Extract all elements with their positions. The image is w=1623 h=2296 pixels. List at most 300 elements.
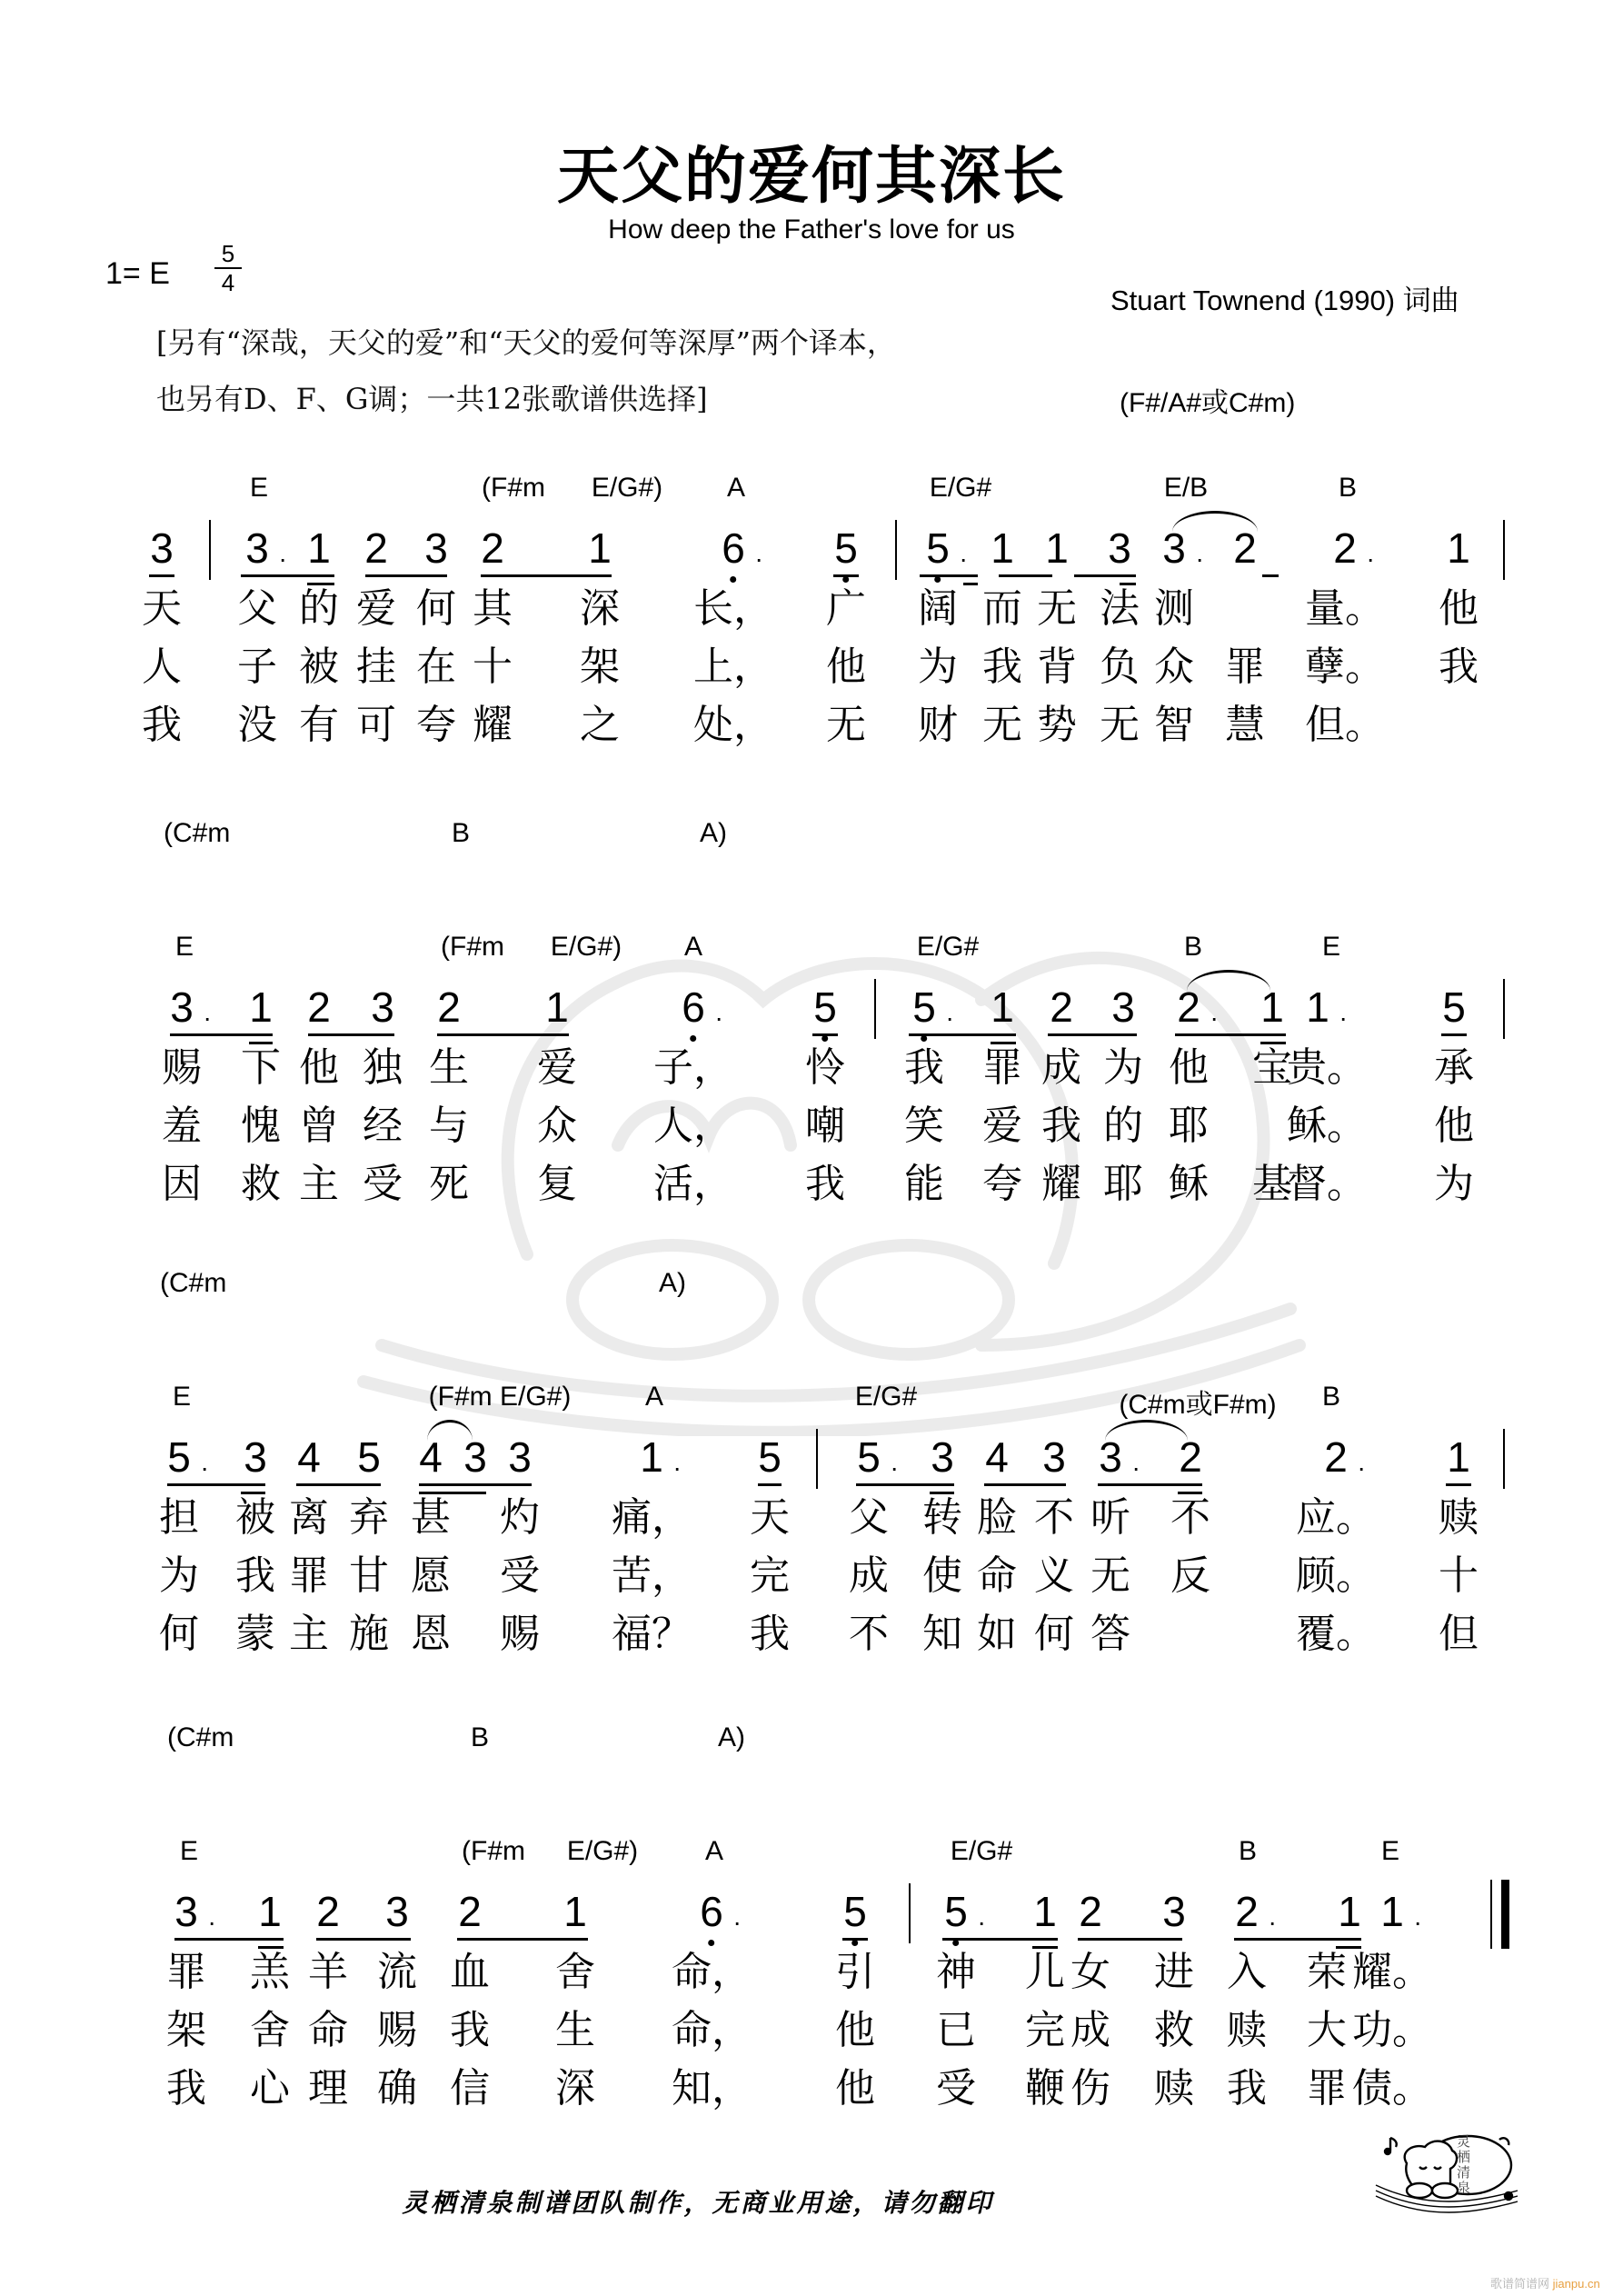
jianpu-note (1042, 1433, 1066, 1481)
chord-label: E (179, 1836, 199, 1866)
lyric-verse-2: 已 (936, 2007, 976, 2053)
lyric-verse-1: 羔 (250, 1949, 290, 1995)
note-digit: 5 (944, 1888, 968, 1935)
lyric-verse-1: 他 (1439, 585, 1479, 632)
jianpu-note (1108, 524, 1131, 572)
jianpu-note (245, 524, 287, 573)
lyric-verse-3: 深 (555, 2065, 595, 2111)
underline-beam (437, 1033, 569, 1036)
underline-beam (758, 1483, 782, 1486)
underline-beam (812, 1033, 838, 1036)
jianpu-note (244, 1433, 267, 1481)
jianpu-note (1306, 983, 1348, 1032)
chord-label: A (726, 473, 746, 503)
lyric-verse-2: 经 (363, 1103, 403, 1149)
underline-beam (942, 1938, 1058, 1941)
jianpu-note (385, 1888, 409, 1935)
jianpu-note (834, 524, 858, 572)
lyric-verse-2: 顾。 (1296, 1552, 1376, 1599)
note-digit: 2 (1050, 983, 1073, 1031)
note-digit: 2 (1179, 1433, 1202, 1481)
lyric-verse-1: 舍 (555, 1949, 595, 1995)
lyric-verse-3: 罪 (1307, 2065, 1347, 2111)
lyric-verse-3: 之 (580, 702, 620, 748)
lower-octave-dot (851, 1940, 858, 1946)
note-digit: 2 (316, 1888, 340, 1935)
jianpu-note (857, 1433, 899, 1482)
augmentation-dot: · (207, 1908, 216, 1936)
augmentation-dot: · (1268, 1908, 1277, 1936)
lyric-verse-1: 成 (1041, 1044, 1081, 1091)
underline-beam (1078, 1938, 1182, 1941)
lyric-verse-2: 架 (580, 644, 620, 690)
lyric-verse-3: 我 (805, 1161, 845, 1207)
tie-arc (427, 1420, 473, 1441)
lyric-verse-3: 恩 (411, 1611, 451, 1657)
underline-beam (909, 1033, 1016, 1036)
jianpu-note (1338, 1888, 1361, 1935)
alternate-chord-label: (C#m (167, 1722, 234, 1752)
lyric-verse-3: 他 (835, 2065, 875, 2111)
lyric-verse-3: 耶 (1103, 1161, 1143, 1207)
lyric-verse-3: 答 (1090, 1611, 1130, 1657)
lyric-verse-1: 担 (159, 1494, 199, 1541)
augmentation-dot: · (1339, 1003, 1348, 1032)
lyric-verse-2: 稣。 (1287, 1103, 1367, 1149)
lyric-verse-3: 财 (918, 702, 958, 748)
lyric-verse-3: 我 (166, 2065, 206, 2111)
lyric-verse-2: 挂 (356, 644, 396, 690)
final-barline-thick (1501, 1880, 1509, 1949)
jianpu-note (357, 1433, 381, 1481)
lyric-verse-1: 命， (672, 1949, 752, 1995)
jianpu-note (1380, 1888, 1422, 1936)
note-digit: 3 (424, 524, 448, 572)
note-digit: 2 (1177, 983, 1200, 1031)
note-digit: 4 (985, 1433, 1009, 1481)
lyric-verse-1: 为 (1103, 1044, 1143, 1091)
chord-label: B (1183, 932, 1203, 962)
underline-beam (170, 1033, 273, 1036)
lyric-verse-2: 嘲 (805, 1103, 845, 1149)
note-digit: 3 (931, 1433, 954, 1481)
barline (909, 1883, 911, 1943)
alternate-chord-label: B (471, 1722, 490, 1752)
chord-label: E (1380, 1836, 1400, 1866)
lyric-verse-3: 智 (1154, 702, 1194, 748)
jianpu-note (1050, 983, 1073, 1031)
jianpu-note (758, 1433, 782, 1481)
chord-label: B (1238, 1836, 1258, 1866)
chord-label: E (174, 932, 194, 962)
lyric-verse-3: 无 (982, 702, 1022, 748)
lyric-verse-2: 我 (1439, 644, 1479, 690)
lyric-verse-2: 完 (1025, 2007, 1065, 2053)
barline (209, 520, 211, 580)
note-digit: 2 (458, 1888, 482, 1935)
chord-label: A (683, 932, 703, 962)
note-digit: 1 (563, 1888, 587, 1935)
chord-label: E/G# (916, 932, 980, 962)
lyric-verse-1: 赐 (162, 1044, 202, 1091)
augmentation-dot: · (1413, 1908, 1422, 1936)
jianpu-note (1260, 983, 1284, 1031)
chord-label: E/B (1163, 473, 1209, 503)
chord-label: E/G#) (550, 932, 622, 962)
note-digit: 3 (245, 524, 269, 572)
lyric-verse-2: 愧 (241, 1103, 281, 1149)
lyric-verse-1: 荣 (1307, 1949, 1347, 1995)
underline-beam (241, 574, 334, 577)
note-digit: 2 (1324, 1433, 1348, 1481)
note-digit: 4 (297, 1433, 321, 1481)
lyric-verse-1: 我 (904, 1044, 944, 1091)
lyric-verse-2: 罪 (1225, 644, 1265, 690)
translation-note-line-1: [另有“深哉，天父的爱”和“天父的爱何等深厚”两个译本， (156, 325, 896, 360)
jianpu-note (1045, 524, 1069, 572)
lyric-verse-1: 宝 (1252, 1044, 1292, 1091)
tie-arc (1172, 511, 1258, 532)
lyric-verse-2: 使 (922, 1552, 962, 1599)
composer-credit: Stuart Townend (1990) 词曲 (1110, 285, 1459, 316)
lyric-verse-1: 灼 (500, 1494, 540, 1541)
jianpu-note (307, 524, 331, 572)
jianpu-note (1442, 983, 1466, 1031)
lyric-verse-1: 听 (1090, 1494, 1130, 1541)
note-digit: 3 (174, 1888, 198, 1935)
lyric-verse-1: 天 (142, 585, 182, 632)
tie-arc (1187, 970, 1270, 991)
underline-beam (419, 1483, 532, 1486)
lyric-verse-2: 爱 (982, 1103, 1022, 1149)
lyric-verse-2: 在 (416, 644, 456, 690)
lyric-verse-2: 舍 (250, 2007, 290, 2053)
lyric-verse-3: 何 (159, 1611, 199, 1657)
jianpu-note (463, 1433, 487, 1481)
lyric-verse-3: 活， (653, 1161, 733, 1207)
note-digit: 2 (1233, 524, 1257, 572)
jianpu-note (1333, 524, 1375, 573)
note-digit: 2 (481, 524, 504, 572)
jianpu-note (588, 524, 612, 572)
underline-beam (1048, 1033, 1137, 1036)
lyric-verse-1: 被 (235, 1494, 275, 1541)
lyric-verse-2: 子 (237, 644, 277, 690)
alternate-chord-label: A) (659, 1268, 686, 1298)
lyric-verse-1: 独 (363, 1044, 403, 1091)
underline-beam (296, 1483, 381, 1486)
chord-label: E (249, 473, 269, 503)
lyric-verse-3: 死 (429, 1161, 469, 1207)
jianpu-note (1233, 524, 1257, 572)
lyric-verse-2: 曾 (299, 1103, 339, 1149)
underline-beam (1446, 1483, 1471, 1486)
lyric-verse-1: 量。 (1305, 585, 1385, 632)
jianpu-note (1324, 1433, 1366, 1482)
lyric-verse-2: 他 (1434, 1103, 1474, 1149)
underline-beam (457, 1938, 588, 1941)
note-digit: 3 (385, 1888, 409, 1935)
note-digit: 3 (1162, 1888, 1186, 1935)
note-digit: 1 (249, 983, 273, 1031)
note-digit: 1 (545, 983, 569, 1031)
underline-beam (308, 1033, 394, 1036)
lyric-verse-3: 夸 (982, 1161, 1022, 1207)
note-digit: 1 (991, 983, 1014, 1031)
lyric-verse-2: 我 (1041, 1103, 1081, 1149)
lyric-verse-1: 不 (1170, 1494, 1210, 1541)
lyric-verse-3: 受 (363, 1161, 403, 1207)
lyric-verse-2: 无 (1090, 1552, 1130, 1599)
lower-octave-dot (952, 1940, 959, 1946)
note-digit: 1 (258, 1888, 282, 1935)
lyric-verse-2: 赎 (1227, 2007, 1267, 2053)
barline (1503, 1429, 1505, 1489)
lyric-verse-1: 长， (693, 585, 773, 632)
underline-beam (1098, 1483, 1202, 1486)
lyric-verse-3: 督。 (1287, 1161, 1367, 1207)
jianpu-note (944, 1888, 986, 1936)
lyric-verse-2: 众 (537, 1103, 577, 1149)
underline-beam (963, 583, 978, 585)
chord-label: B (1321, 1382, 1341, 1412)
key-signature: 1= E (105, 256, 170, 291)
lyric-verse-1: 其 (473, 585, 513, 632)
jianpu-note (985, 1433, 1009, 1481)
lyric-verse-3: 赐 (500, 1611, 540, 1657)
jianpu-note (307, 983, 331, 1031)
lyric-verse-1: 脸 (977, 1494, 1017, 1541)
underline-beam (365, 574, 447, 577)
barline (895, 520, 897, 580)
lyric-verse-3: 受 (936, 2065, 976, 2111)
chord-label: E/G# (950, 1836, 1013, 1866)
lyric-verse-3: 但。 (1305, 702, 1385, 748)
augmentation-dot: · (1357, 1453, 1366, 1482)
sheep-logo (1372, 2127, 1518, 2218)
lyric-verse-2: 人 (142, 644, 182, 690)
lyric-verse-1: 父 (849, 1494, 889, 1541)
lyric-verse-2: 的 (1103, 1103, 1143, 1149)
lyric-verse-3: 我 (142, 702, 182, 748)
lyric-verse-1: 罪 (982, 1044, 1022, 1091)
alternate-chord-label: A) (700, 818, 727, 848)
lyric-verse-2: 命， (672, 2007, 752, 2053)
note-digit: 2 (1079, 1888, 1102, 1935)
chord-label: E/G#) (566, 1836, 639, 1866)
chord-label: (C#m或F#m) (1119, 1390, 1277, 1420)
lyric-verse-1: 的 (299, 585, 339, 632)
lyric-verse-1: 入 (1227, 1949, 1267, 1995)
lyric-verse-2: 我 (982, 644, 1022, 690)
note-digit: 1 (1447, 524, 1470, 572)
jianpu-note (1079, 1888, 1102, 1935)
lyric-verse-1: 他 (1169, 1044, 1209, 1091)
lyric-verse-1: 爱 (356, 585, 396, 632)
lyric-verse-2: 罪 (289, 1552, 329, 1599)
note-digit: 5 (834, 524, 858, 572)
lyric-verse-2: 甘 (349, 1552, 389, 1599)
underline-beam (1262, 574, 1279, 577)
note-digit: 3 (1162, 524, 1186, 572)
note-digit: 1 (1033, 1888, 1057, 1935)
translation-note-line-2: 也另有D、F、G调；一共12张歌谱供选择] (156, 382, 708, 416)
lyric-verse-3: 如 (977, 1611, 1017, 1657)
time-signature-numerator: 5 (221, 240, 235, 267)
chord-label: E/G# (854, 1382, 918, 1412)
lyric-verse-1: 转 (922, 1494, 962, 1541)
note-digit: 1 (588, 524, 612, 572)
barline (1503, 520, 1505, 580)
jianpu-note (437, 983, 461, 1031)
lyric-verse-1: 怜 (805, 1044, 845, 1091)
lyric-verse-3: 施 (349, 1611, 389, 1657)
lyric-verse-2: 被 (299, 644, 339, 690)
note-digit: 1 (1045, 524, 1069, 572)
lyric-verse-1: 他 (299, 1044, 339, 1091)
chord-label: A (644, 1382, 664, 1412)
augmentation-dot: · (203, 1003, 212, 1032)
note-digit: 1 (307, 524, 331, 572)
lyric-verse-3: 救 (241, 1161, 281, 1207)
jianpu-note (150, 524, 174, 572)
lyric-verse-3: 有 (299, 702, 339, 748)
chord-label: (F#m E/G#) (428, 1382, 572, 1412)
note-digit: 2 (437, 983, 461, 1031)
lyric-verse-1: 无 (1037, 585, 1077, 632)
lyric-verse-1: 深 (580, 585, 620, 632)
lyric-verse-1: 罪 (166, 1949, 206, 1995)
lyric-verse-3: 耀 (1041, 1161, 1081, 1207)
note-digit: 3 (1042, 1433, 1066, 1481)
lyric-verse-3: 主 (299, 1161, 339, 1207)
lower-octave-dot (842, 576, 849, 583)
lyric-verse-3: 福？ (612, 1611, 692, 1657)
jianpu-note (1111, 983, 1135, 1031)
underline-beam (1234, 1938, 1361, 1941)
lyric-verse-2: 他 (835, 2007, 875, 2053)
lyric-verse-3: 势 (1037, 702, 1077, 748)
note-digit: 3 (1108, 524, 1131, 572)
augmentation-dot: · (1131, 1453, 1140, 1482)
note-digit: 6 (682, 983, 705, 1031)
site-watermark-url: jianpu.cn (1552, 2277, 1600, 2291)
lyric-verse-1: 女 (1070, 1949, 1110, 1995)
note-digit: 1 (640, 1433, 663, 1481)
augmentation-dot: · (754, 544, 763, 573)
chord-label: E/G# (929, 473, 992, 503)
lyric-verse-3: 夸 (416, 702, 456, 748)
lyric-verse-3: 不 (849, 1611, 889, 1657)
lyric-verse-1: 赎 (1439, 1494, 1479, 1541)
jianpu-note (931, 1433, 954, 1481)
underline-beam (149, 574, 174, 577)
lyric-verse-1: 子， (653, 1044, 733, 1091)
lyric-verse-1: 不 (1034, 1494, 1074, 1541)
lyric-verse-1: 天 (750, 1494, 790, 1541)
lyric-verse-2: 负 (1100, 644, 1140, 690)
lyric-verse-1: 法 (1100, 585, 1140, 632)
augmentation-dot: · (890, 1453, 899, 1482)
jianpu-note (1447, 524, 1470, 572)
lyric-verse-3: 债。 (1352, 2065, 1432, 2111)
logo-text: 灵栖清泉 (1455, 2134, 1471, 2196)
lyric-verse-2: 与 (429, 1103, 469, 1149)
lyric-verse-2: 功。 (1352, 2007, 1432, 2053)
jianpu-note (682, 983, 723, 1032)
note-digit: 3 (1111, 983, 1135, 1031)
jianpu-note (458, 1888, 482, 1935)
lyric-verse-3: 无 (1100, 702, 1140, 748)
lyric-verse-3: 心 (250, 2065, 290, 2111)
lower-octave-dot (934, 576, 941, 583)
lyric-verse-1: 流 (377, 1949, 417, 1995)
jianpu-note (167, 1433, 209, 1482)
lyric-verse-3: 知， (672, 2065, 752, 2111)
jianpu-note (813, 983, 837, 1031)
lyric-verse-2: 大 (1307, 2007, 1347, 2053)
lyric-verse-2: 背 (1037, 644, 1077, 690)
note-digit: 3 (371, 983, 394, 1031)
jianpu-note (991, 983, 1014, 1031)
lyric-verse-3: 信 (450, 2065, 490, 2111)
note-digit: 3 (508, 1433, 532, 1481)
note-digit: 4 (419, 1433, 443, 1481)
lyric-verse-2: 生 (555, 2007, 595, 2053)
underline-beam (1175, 1033, 1286, 1036)
lyric-verse-3: 伤 (1070, 2065, 1110, 2111)
augmentation-dot: · (278, 544, 287, 573)
lyric-verse-3: 赎 (1154, 2065, 1194, 2111)
note-digit: 1 (1447, 1433, 1470, 1481)
underline-beam (984, 1483, 1066, 1486)
lyric-verse-3: 无 (826, 702, 866, 748)
lyric-verse-2: 为 (159, 1552, 199, 1599)
underline-beam (856, 1483, 954, 1486)
alternate-chord-label: B (452, 818, 471, 848)
jianpu-note (1033, 1888, 1057, 1935)
jianpu-note (1447, 1433, 1470, 1481)
lyric-verse-3: 蒙 (235, 1611, 275, 1657)
lyric-verse-2: 救 (1154, 2007, 1194, 2053)
jianpu-note (1162, 1888, 1186, 1935)
note-digit: 5 (813, 983, 837, 1031)
lyric-verse-1: 神 (936, 1949, 976, 1995)
augmentation-dot: · (672, 1453, 682, 1482)
note-digit: 3 (170, 983, 194, 1031)
jianpu-note (1235, 1888, 1277, 1936)
note-digit: 2 (364, 524, 388, 572)
alternate-chord-label: (C#m (160, 1268, 227, 1298)
lyric-verse-2: 十 (1439, 1552, 1479, 1599)
lyric-verse-2: 众 (1154, 644, 1194, 690)
lyric-verse-1: 贵。 (1287, 1044, 1367, 1091)
lyric-verse-3: 我 (750, 1611, 790, 1657)
lyric-verse-1: 羊 (308, 1949, 348, 1995)
lyric-verse-2: 反 (1170, 1552, 1210, 1599)
note-digit: 1 (1260, 983, 1284, 1031)
jianpu-note (297, 1433, 321, 1481)
jianpu-note (843, 1888, 867, 1935)
lower-octave-dot (708, 1940, 714, 1946)
lyric-verse-3: 但 (1439, 1611, 1479, 1657)
note-digit: 5 (357, 1433, 381, 1481)
lower-octave-dot (730, 576, 736, 583)
lyric-verse-3: 理 (308, 2065, 348, 2111)
lyric-verse-2: 义 (1034, 1552, 1074, 1599)
jianpu-note (316, 1888, 340, 1935)
jianpu-note (722, 524, 763, 573)
